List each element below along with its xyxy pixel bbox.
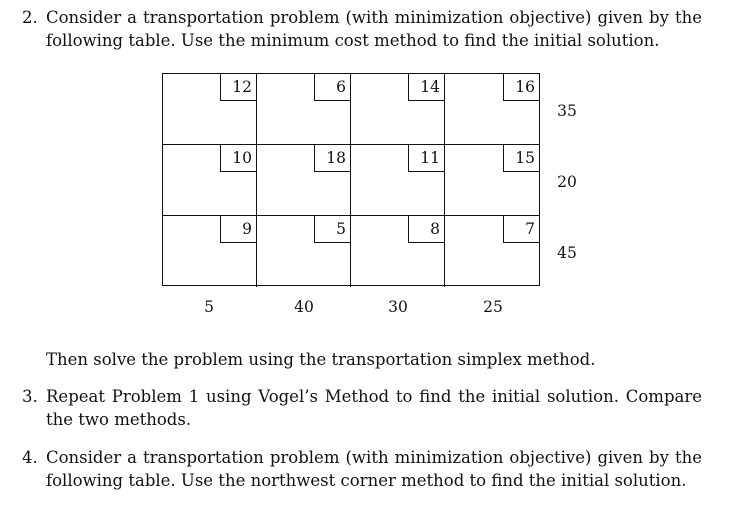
cost-r1-c2: 6 — [314, 74, 350, 101]
cost-r2-c3: 11 — [408, 145, 444, 172]
cost-r2-c2: 18 — [314, 145, 350, 172]
supply-row-3: 45 — [557, 244, 577, 262]
transportation-table — [162, 73, 540, 286]
cost-r1-c3: 14 — [408, 74, 444, 101]
table-cell-r1-c4 — [445, 74, 539, 145]
problem-2-text: Consider a transportation problem (with minimization objective) given by the following table. Use the minimum cost method to find the initial solution. — [46, 8, 702, 50]
problem-4-number: 4. — [22, 448, 38, 467]
supply-row-1: 35 — [557, 102, 577, 120]
table-cell-r3-c1 — [163, 216, 257, 287]
cost-r2-c1: 10 — [220, 145, 256, 172]
problem-3-text: Repeat Problem 1 using Vogel’s Method to find the initial solution. Compare the two methods. — [46, 387, 702, 429]
demand-col-1: 5 — [204, 298, 214, 316]
table-cell-r2-c4 — [445, 145, 539, 216]
table-cell-r1-c2 — [257, 74, 351, 145]
table-cell-r3-c2 — [257, 216, 351, 287]
table-cell-r2-c2 — [257, 145, 351, 216]
cost-r1-c1: 12 — [220, 74, 256, 101]
table-cell-r2-c3 — [351, 145, 445, 216]
cost-r1-c4: 16 — [503, 74, 539, 101]
demand-col-3: 30 — [388, 298, 408, 316]
cost-r2-c4: 15 — [503, 145, 539, 172]
cost-r3-c3: 8 — [408, 216, 444, 243]
demand-col-2: 40 — [294, 298, 314, 316]
table-cell-r2-c1 — [163, 145, 257, 216]
problem-4 — [22, 446, 702, 492]
problem-2 — [22, 6, 702, 52]
cost-r3-c4: 7 — [503, 216, 539, 243]
table-cell-r3-c4 — [445, 216, 539, 287]
cost-r3-c1: 9 — [220, 216, 256, 243]
table-cell-r1-c3 — [351, 74, 445, 145]
problem-2-number: 2. — [22, 8, 38, 27]
table-cell-r3-c3 — [351, 216, 445, 287]
problem-2-followup: Then solve the problem using the transportation simplex method. — [46, 350, 596, 369]
demand-col-4: 25 — [483, 298, 503, 316]
problem-4-text: Consider a transportation problem (with minimization objective) given by the following table. Use the northwest corner method to find the initial solution. — [46, 448, 702, 490]
supply-row-2: 20 — [557, 173, 577, 191]
cost-r3-c2: 5 — [314, 216, 350, 243]
problem-3 — [22, 385, 702, 431]
problem-3-number: 3. — [22, 387, 38, 406]
table-cell-r1-c1 — [163, 74, 257, 145]
